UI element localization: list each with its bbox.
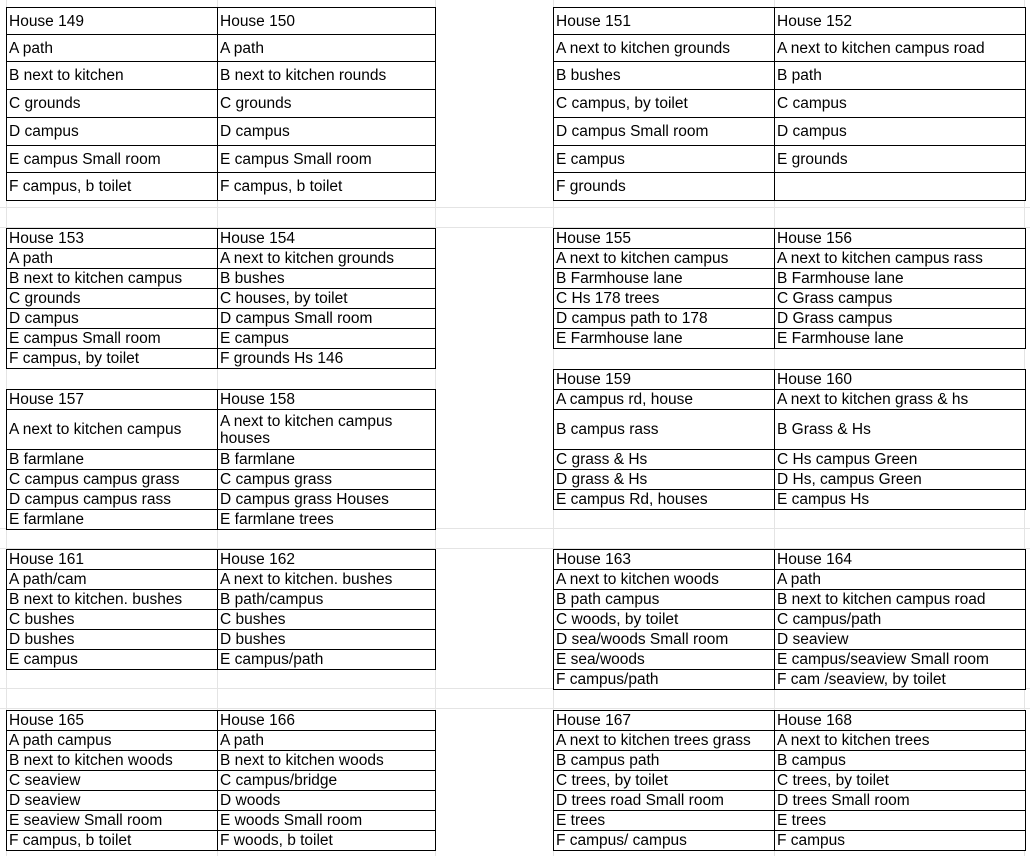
cell[interactable]: B campus (775, 751, 1026, 771)
cell[interactable]: F grounds (554, 173, 775, 201)
cell[interactable]: E Farmhouse lane (554, 329, 775, 349)
cell[interactable]: E sea/woods (554, 650, 775, 670)
cell[interactable]: A next to kitchen. bushes (218, 570, 436, 590)
cell[interactable]: A next to kitchen campus rass (775, 249, 1026, 269)
cell[interactable]: A path (775, 570, 1026, 590)
cell[interactable]: House 164 (775, 550, 1026, 570)
cell[interactable]: C grass & Hs (554, 450, 775, 470)
cell[interactable]: E campus Small room (7, 146, 218, 173)
cell[interactable]: House 160 (775, 370, 1026, 390)
cell[interactable]: E campus (218, 329, 436, 349)
cell[interactable]: E farmlane trees (218, 510, 436, 530)
cell[interactable]: E seaview Small room (7, 811, 218, 831)
cell[interactable]: D Grass campus (775, 309, 1026, 329)
cell[interactable]: D bushes (218, 630, 436, 650)
cell[interactable]: B Farmhouse lane (775, 269, 1026, 289)
cell[interactable]: House 158 (218, 390, 436, 410)
house-table-165-166 (6, 710, 436, 851)
cell[interactable]: A campus rd, house (554, 390, 775, 410)
cell[interactable]: House 153 (7, 229, 218, 249)
cell[interactable]: D trees road Small room (554, 791, 775, 811)
cell[interactable]: A next to kitchen campus houses (218, 410, 436, 450)
cell[interactable]: C grounds (218, 90, 436, 118)
cell[interactable]: E campus (7, 650, 218, 670)
cell[interactable]: B path (775, 62, 1026, 90)
house-table-149-150 (6, 7, 436, 201)
cell[interactable]: B next to kitchen. bushes (7, 590, 218, 610)
house-table-161-162 (6, 549, 436, 670)
cell[interactable]: D campus Small room (218, 309, 436, 329)
cell[interactable]: C campus campus grass (7, 470, 218, 490)
cell[interactable]: B farmlane (7, 450, 218, 470)
cell[interactable]: E campus/seaview Small room (775, 650, 1026, 670)
cell[interactable]: A path (218, 731, 436, 751)
cell[interactable]: House 163 (554, 550, 775, 570)
cell[interactable]: House 151 (554, 8, 775, 35)
house-table-153-154 (6, 228, 436, 369)
cell[interactable]: B next to kitchen rounds (218, 62, 436, 90)
cell[interactable]: C campus/path (775, 610, 1026, 630)
cell[interactable]: B next to kitchen (7, 62, 218, 90)
cell[interactable]: C campus (775, 90, 1026, 118)
cell[interactable]: E trees (554, 811, 775, 831)
cell[interactable]: House 159 (554, 370, 775, 390)
house-table-159-160 (553, 369, 1026, 510)
house-table-167-168 (553, 710, 1026, 851)
cell[interactable]: F campus/path (554, 670, 775, 690)
cell[interactable]: House 168 (775, 711, 1026, 731)
cell[interactable]: A next to kitchen campus (554, 249, 775, 269)
cell[interactable]: D bushes (7, 630, 218, 650)
cell[interactable]: B path/campus (218, 590, 436, 610)
cell[interactable]: E campus Small room (7, 329, 218, 349)
cell[interactable]: D seaview (7, 791, 218, 811)
cell[interactable]: A path (218, 35, 436, 62)
cell[interactable]: A next to kitchen grass & hs (775, 390, 1026, 410)
house-table-155-156 (553, 228, 1026, 349)
cell[interactable]: B Grass & Hs (775, 410, 1026, 450)
cell[interactable]: C campus, by toilet (554, 90, 775, 118)
cell[interactable]: D campus (218, 118, 436, 146)
cell[interactable]: C Hs campus Green (775, 450, 1026, 470)
cell[interactable]: C Grass campus (775, 289, 1026, 309)
cell[interactable]: E campus/path (218, 650, 436, 670)
cell[interactable]: D sea/woods Small room (554, 630, 775, 650)
cell[interactable]: B bushes (218, 269, 436, 289)
cell[interactable]: D campus (7, 309, 218, 329)
cell[interactable]: C grounds (7, 289, 218, 309)
cell[interactable]: D woods (218, 791, 436, 811)
cell[interactable]: C campus/bridge (218, 771, 436, 791)
cell[interactable]: F cam /seaview, by toilet (775, 670, 1026, 690)
cell[interactable]: A path campus (7, 731, 218, 751)
cell[interactable]: A path (7, 35, 218, 62)
cell[interactable]: A next to kitchen woods (554, 570, 775, 590)
cell[interactable]: E woods Small room (218, 811, 436, 831)
cell[interactable]: A path (7, 249, 218, 269)
cell[interactable]: D trees Small room (775, 791, 1026, 811)
cell[interactable]: B Farmhouse lane (554, 269, 775, 289)
cell[interactable]: A next to kitchen campus (7, 410, 218, 450)
cell[interactable]: House 166 (218, 711, 436, 731)
cell[interactable]: House 156 (775, 229, 1026, 249)
cell[interactable]: E campus (554, 146, 775, 173)
cell[interactable]: C woods, by toilet (554, 610, 775, 630)
cell[interactable]: B campus path (554, 751, 775, 771)
cell[interactable]: B bushes (554, 62, 775, 90)
cell[interactable]: C Hs 178 trees (554, 289, 775, 309)
cell[interactable]: B next to kitchen campus (7, 269, 218, 289)
house-table-157-158 (6, 389, 436, 530)
cell[interactable]: F campus, b toilet (7, 831, 218, 851)
cell[interactable]: D campus (7, 118, 218, 146)
cell[interactable]: F campus/ campus (554, 831, 775, 851)
cell[interactable]: D campus (775, 118, 1026, 146)
cell[interactable]: A next to kitchen grounds (554, 35, 775, 62)
house-table-151-152 (553, 7, 1026, 201)
cell[interactable]: E trees (775, 811, 1026, 831)
cell[interactable]: D campus grass Houses (218, 490, 436, 510)
cell[interactable]: F campus (775, 831, 1026, 851)
cell[interactable]: C trees, by toilet (775, 771, 1026, 791)
cell[interactable]: E campus Hs (775, 490, 1026, 510)
cell[interactable]: D Hs, campus Green (775, 470, 1026, 490)
cell[interactable]: House 150 (218, 8, 436, 35)
cell[interactable]: D seaview (775, 630, 1026, 650)
cell[interactable]: House 155 (554, 229, 775, 249)
cell[interactable]: E farmlane (7, 510, 218, 530)
cell[interactable]: A next to kitchen campus road (775, 35, 1026, 62)
cell[interactable]: D campus path to 178 (554, 309, 775, 329)
cell[interactable]: B farmlane (218, 450, 436, 470)
cell[interactable]: A next to kitchen grounds (218, 249, 436, 269)
cell[interactable]: House 161 (7, 550, 218, 570)
cell[interactable]: E grounds (775, 146, 1026, 173)
cell[interactable]: C trees, by toilet (554, 771, 775, 791)
cell[interactable]: E campus Rd, houses (554, 490, 775, 510)
house-table-163-164 (553, 549, 1026, 690)
cell[interactable] (775, 173, 1026, 201)
cell[interactable]: F woods, b toilet (218, 831, 436, 851)
cell[interactable]: House 157 (7, 390, 218, 410)
cell[interactable]: E campus Small room (218, 146, 436, 173)
cell[interactable]: D campus Small room (554, 118, 775, 146)
cell[interactable]: C seaview (7, 771, 218, 791)
cell[interactable]: F campus, by toilet (7, 349, 218, 369)
cell[interactable]: House 152 (775, 8, 1026, 35)
cell[interactable]: House 149 (7, 8, 218, 35)
cell[interactable]: B campus rass (554, 410, 775, 450)
cell[interactable]: House 167 (554, 711, 775, 731)
cell[interactable]: A next to kitchen trees grass (554, 731, 775, 751)
cell[interactable]: C bushes (7, 610, 218, 630)
cell[interactable]: House 154 (218, 229, 436, 249)
cell[interactable]: C bushes (218, 610, 436, 630)
cell[interactable]: B next to kitchen woods (7, 751, 218, 771)
cell[interactable]: House 165 (7, 711, 218, 731)
cell[interactable]: A next to kitchen trees (775, 731, 1026, 751)
cell[interactable]: House 162 (218, 550, 436, 570)
cell[interactable]: C houses, by toilet (218, 289, 436, 309)
cell[interactable]: F campus, b toilet (218, 173, 436, 201)
cell[interactable]: F grounds Hs 146 (218, 349, 436, 369)
cell[interactable]: F campus, b toilet (7, 173, 218, 201)
cell[interactable]: A path/cam (7, 570, 218, 590)
cell[interactable]: B next to kitchen campus road (775, 590, 1026, 610)
cell[interactable]: C campus grass (218, 470, 436, 490)
cell[interactable]: B next to kitchen woods (218, 751, 436, 771)
cell[interactable]: C grounds (7, 90, 218, 118)
cell[interactable]: D campus campus rass (7, 490, 218, 510)
cell[interactable]: E Farmhouse lane (775, 329, 1026, 349)
cell[interactable]: D grass & Hs (554, 470, 775, 490)
cell[interactable]: B path campus (554, 590, 775, 610)
